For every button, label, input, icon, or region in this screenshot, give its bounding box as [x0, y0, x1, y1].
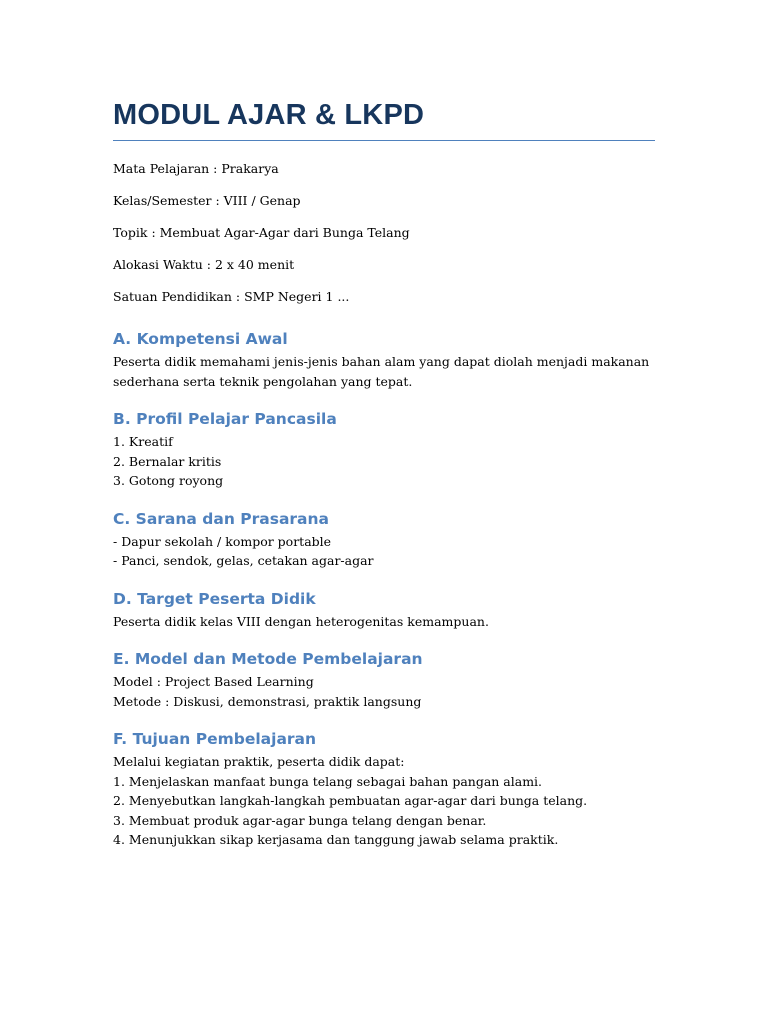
meta-subject: Mata Pelajaran : Prakarya [113, 161, 279, 176]
meta-class-semester: Kelas/Semester : VIII / Genap [113, 193, 301, 208]
section-line: 1. Menjelaskan manfaat bunga telang sebagai bahan pangan alami. [113, 773, 543, 789]
section-heading: B. Profil Pelajar Pancasila [113, 410, 337, 428]
section-line: Melalui kegiatan praktik, peserta didik dapat: [113, 754, 405, 769]
section-heading: A. Kompetensi Awal [113, 330, 288, 348]
section-line: 2. Menyebutkan langkah-langkah pembuatan agar-agar dari bunga telang. [113, 793, 588, 808]
meta-school: Satuan Pendidikan : SMP Negeri 1 ... [113, 289, 350, 304]
meta-time-allocation: Alokasi Waktu : 2 x 40 menit [113, 257, 295, 272]
meta-topic: Topik : Membuat Agar-Agar dari Bunga Telang [113, 225, 410, 240]
section-heading: E. Model dan Metode Pembelajaran [113, 650, 423, 668]
section-tujuan-pembelajaran [113, 728, 655, 850]
section-line: 4. Menunjukkan sikap kerjasama dan tanggung jawab selama praktik. [113, 832, 559, 847]
section-heading: F. Tujuan Pembelajaran [113, 730, 317, 748]
section-line: Model : Project Based Learning [113, 674, 314, 689]
section-profil-pelajar [113, 408, 655, 491]
section-line: - Dapur sekolah / kompor portable [113, 533, 332, 549]
section-line: - Panci, sendok, gelas, cetakan agar-agar [113, 553, 374, 568]
section-sarana-prasarana [113, 508, 655, 571]
section-heading: C. Sarana dan Prasarana [113, 509, 330, 528]
document-title: MODUL AJAR & LKPD [113, 99, 425, 131]
section-line: Metode : Diskusi, demonstrasi, praktik langsung [113, 693, 422, 709]
title-underline [113, 140, 655, 141]
section-line: sederhana serta teknik pengolahan yang tepat. [113, 373, 413, 389]
section-target-peserta [113, 588, 655, 632]
section-heading: D. Target Peserta Didik [113, 589, 316, 608]
section-model-metode [113, 648, 655, 711]
document-page [113, 96, 655, 867]
document-meta [113, 159, 655, 306]
section-line: 3. Membuat produk agar-agar bunga telang dengan benar. [113, 812, 487, 828]
section-kompetensi-awal [113, 328, 655, 391]
section-line: 1. Kreatif [113, 434, 173, 449]
section-line: Peserta didik kelas VIII dengan heterogenitas kemampuan. [113, 613, 489, 629]
section-line: Peserta didik memahami jenis-jenis bahan alam yang dapat diolah menjadi makanan [113, 354, 650, 369]
section-line: 2. Bernalar kritis [113, 453, 222, 469]
section-line: 3. Gotong royong [113, 473, 224, 488]
